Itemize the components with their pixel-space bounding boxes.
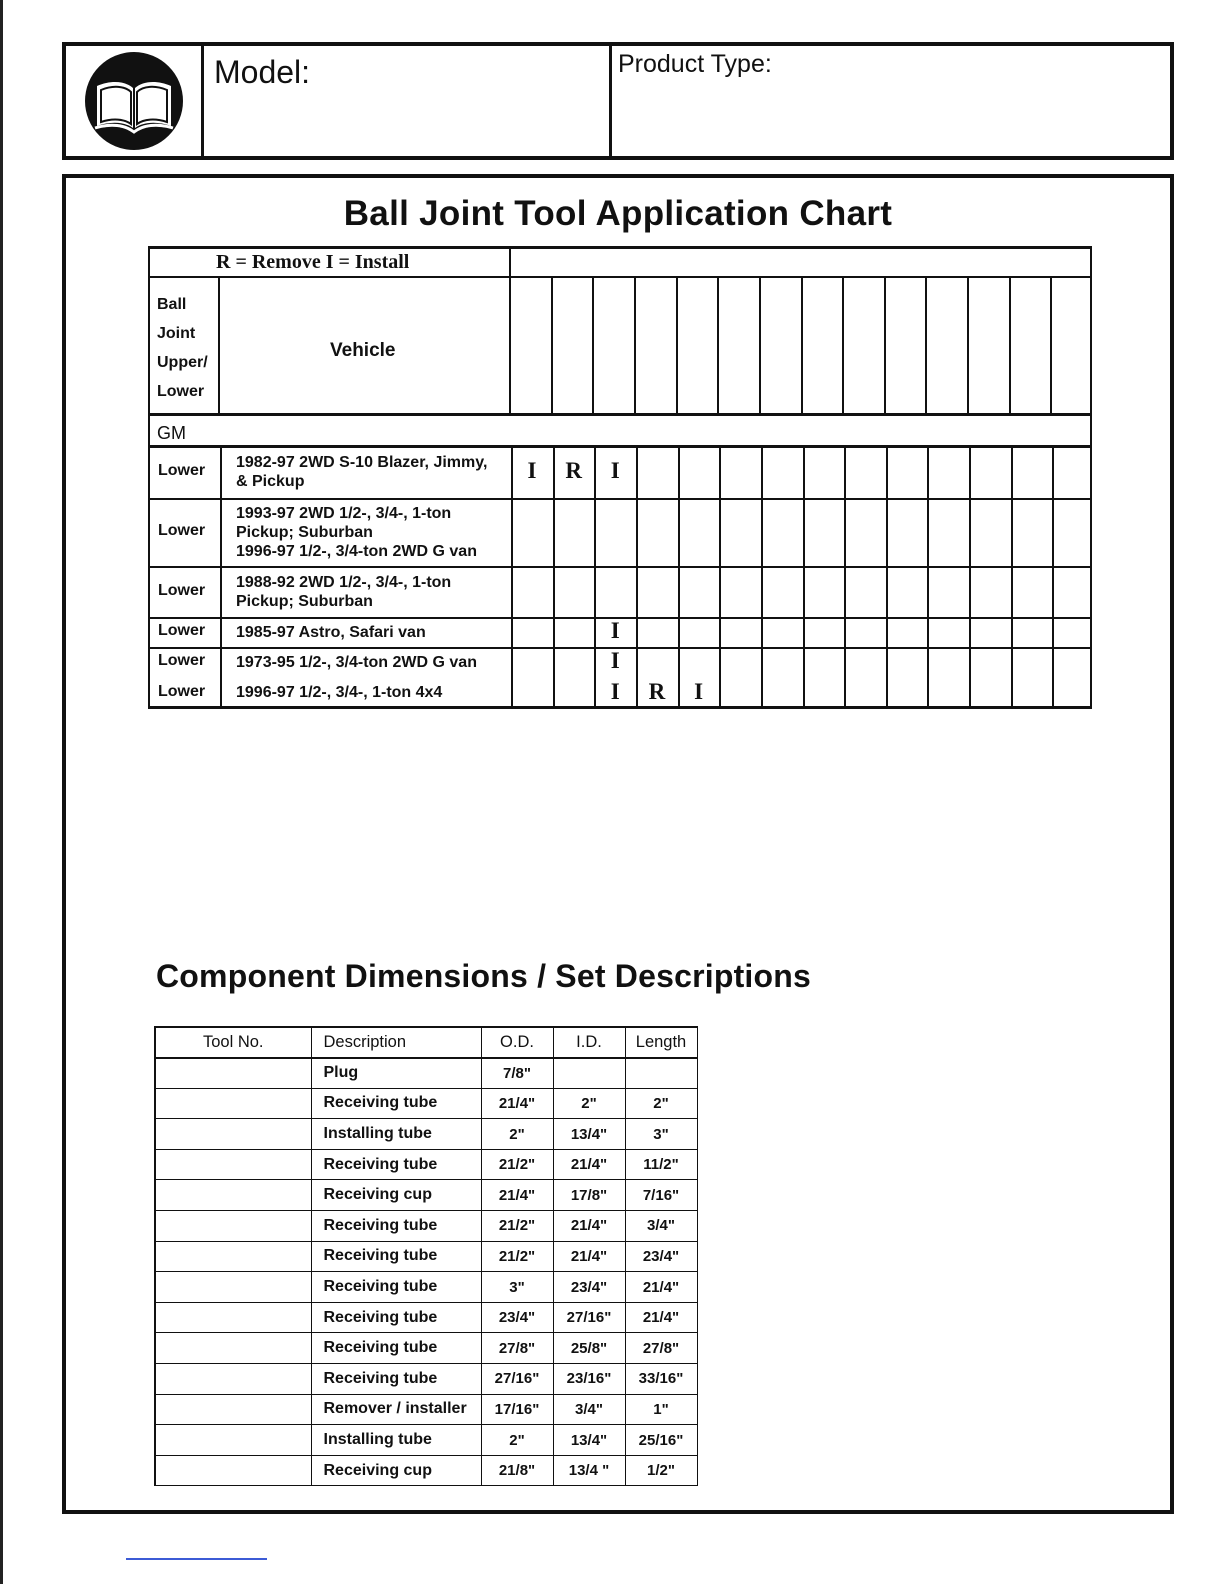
row-vehicle	[236, 683, 442, 702]
ball-joint-header-line: Lower	[157, 383, 205, 400]
row-vehicle	[236, 573, 451, 611]
id-cell: 21/4"	[553, 1241, 625, 1272]
od-cell: 27/16"	[481, 1364, 553, 1395]
grid-rule	[803, 445, 805, 708]
grid-rule	[969, 445, 971, 708]
grid-bottom-rule	[148, 706, 1092, 709]
description-cell: Plug	[311, 1058, 481, 1089]
component-table	[154, 1026, 698, 1486]
length-cell: 1/2"	[625, 1455, 697, 1486]
vehicle-line: 1988-92 2WD 1/2-, 3/4-, 1-ton	[236, 573, 452, 591]
footer-link-underline	[126, 1558, 267, 1560]
description-cell: Remover / installer	[311, 1394, 481, 1425]
grid-rule	[884, 276, 886, 414]
description-cell: Installing tube	[311, 1425, 481, 1456]
tool-mark: R	[565, 458, 582, 483]
content-frame	[62, 174, 1174, 1514]
id-cell: 21/4"	[553, 1149, 625, 1180]
description-cell: Receiving cup	[311, 1455, 481, 1486]
grid-rule	[148, 276, 1092, 278]
book-icon	[83, 50, 185, 152]
id-cell: 23/4"	[553, 1272, 625, 1303]
grid-top-rule	[148, 246, 1092, 249]
tool-no-cell	[155, 1425, 311, 1456]
id-cell: 27/16"	[553, 1302, 625, 1333]
length-cell: 2"	[625, 1088, 697, 1119]
header-id: I.D.	[553, 1027, 625, 1058]
grid-rule	[551, 276, 553, 414]
component-row	[155, 1211, 697, 1242]
od-cell: 21/2"	[481, 1149, 553, 1180]
od-cell: 27/8"	[481, 1333, 553, 1364]
id-cell: 17/8"	[553, 1180, 625, 1211]
ball-joint-header-line: Joint	[157, 325, 196, 342]
ball-joint-header-line: Ball	[157, 296, 187, 313]
vehicle-line: Pickup; Suburban	[236, 523, 373, 541]
grid-rule	[220, 445, 222, 708]
description-cell: Receiving cup	[311, 1180, 481, 1211]
component-row	[155, 1455, 697, 1486]
description-cell: Receiving tube	[311, 1241, 481, 1272]
legend: R = Remove I = Install	[216, 251, 410, 273]
model-cell	[204, 46, 612, 156]
grid-rule	[148, 566, 1092, 568]
row-position: Lower	[158, 622, 206, 639]
header-description: Description	[311, 1027, 481, 1058]
od-cell: 21/2"	[481, 1211, 553, 1242]
id-cell: 13/4"	[553, 1425, 625, 1456]
grid-rule	[842, 276, 844, 414]
length-cell: 3"	[625, 1119, 697, 1150]
row-position: Lower	[158, 581, 206, 599]
tool-mark: R	[648, 678, 666, 704]
grid-rule	[148, 413, 1092, 416]
row-vehicle	[236, 453, 487, 491]
tool-no-cell	[155, 1272, 311, 1303]
grid-rule	[967, 276, 969, 414]
description-cell: Receiving tube	[311, 1149, 481, 1180]
od-cell: 23/4"	[481, 1302, 553, 1333]
logo-cell	[66, 46, 204, 156]
row-vehicle	[236, 504, 477, 561]
row-position: Lower	[158, 682, 206, 700]
length-cell: 11/2"	[625, 1149, 697, 1180]
grid-rule	[636, 445, 638, 708]
tool-mark: I	[610, 678, 620, 704]
component-row	[155, 1241, 697, 1272]
grid-rule	[1009, 276, 1011, 414]
grid-rule	[148, 445, 1092, 448]
component-row	[155, 1058, 697, 1089]
grid-rule	[844, 445, 846, 708]
length-cell	[625, 1058, 697, 1089]
id-cell: 23/16"	[553, 1364, 625, 1395]
grid-rule	[1011, 445, 1013, 708]
grid-rule	[1050, 276, 1052, 414]
model-label: Model:	[214, 54, 311, 90]
length-cell: 21/4"	[625, 1272, 697, 1303]
component-row	[155, 1088, 697, 1119]
description-cell: Receiving tube	[311, 1088, 481, 1119]
grid-left-rule	[148, 246, 150, 708]
grid-rule	[218, 276, 220, 414]
id-cell: 13/4"	[553, 1119, 625, 1150]
vehicle-line: 1973-95 1/2-, 3/4-ton 2WD G van	[236, 653, 477, 671]
tool-no-cell	[155, 1302, 311, 1333]
id-cell: 2"	[553, 1088, 625, 1119]
vehicle-line: 1996-97 1/2-, 3/4-, 1-ton 4x4	[236, 684, 443, 701]
component-row	[155, 1302, 697, 1333]
row-position: Lower	[158, 522, 206, 539]
grid-rule	[148, 498, 1092, 500]
application-chart	[148, 246, 1092, 708]
od-cell: 7/8"	[481, 1058, 553, 1089]
grid-rule	[511, 445, 513, 708]
description-cell: Receiving tube	[311, 1211, 481, 1242]
grid-rule	[759, 276, 761, 414]
grid-rule	[509, 246, 511, 414]
description-cell: Receiving tube	[311, 1302, 481, 1333]
grid-rule	[925, 276, 927, 414]
tool-no-cell	[155, 1394, 311, 1425]
id-cell: 21/4"	[553, 1211, 625, 1242]
grid-rule	[719, 445, 721, 708]
vehicle-header: Vehicle	[330, 340, 396, 361]
component-row	[155, 1119, 697, 1150]
component-row	[155, 1333, 697, 1364]
tool-no-cell	[155, 1333, 311, 1364]
tool-no-cell	[155, 1088, 311, 1119]
description-cell: Receiving tube	[311, 1364, 481, 1395]
vehicle-line: 1982-97 2WD S-10 Blazer, Jimmy,	[236, 454, 488, 471]
vehicle-line: & Pickup	[236, 473, 305, 490]
od-cell: 3"	[481, 1272, 553, 1303]
header-length: Length	[625, 1027, 697, 1058]
tool-mark: I	[610, 458, 620, 483]
od-cell: 2"	[481, 1425, 553, 1456]
header-od: O.D.	[481, 1027, 553, 1058]
id-cell	[553, 1058, 625, 1089]
row-vehicle	[236, 653, 477, 672]
component-row	[155, 1394, 697, 1425]
od-cell: 17/16"	[481, 1394, 553, 1425]
product-type-label: Product Type:	[618, 50, 772, 78]
tool-no-cell	[155, 1241, 311, 1272]
tool-mark: I	[694, 678, 704, 704]
tool-no-cell	[155, 1211, 311, 1242]
row-vehicle	[236, 623, 426, 642]
tool-mark: I	[527, 458, 537, 483]
vehicle-line: 1996-97 1/2-, 3/4-ton 2WD G van	[236, 542, 477, 560]
page-left-rule	[0, 0, 3, 1584]
description-cell: Receiving tube	[311, 1333, 481, 1364]
grid-rule	[678, 445, 680, 708]
description-cell: Installing tube	[311, 1119, 481, 1150]
grid-rule	[1052, 445, 1054, 708]
description-cell: Receiving tube	[311, 1272, 481, 1303]
header-tool-no: Tool No.	[155, 1027, 311, 1058]
length-cell: 3/4"	[625, 1211, 697, 1242]
grid-rule	[801, 276, 803, 414]
component-row	[155, 1149, 697, 1180]
length-cell: 7/16"	[625, 1180, 697, 1211]
od-cell: 2"	[481, 1119, 553, 1150]
length-cell: 27/8"	[625, 1333, 697, 1364]
grid-rule	[553, 445, 555, 708]
component-row	[155, 1272, 697, 1303]
grid-rule	[761, 445, 763, 708]
tool-no-cell	[155, 1058, 311, 1089]
tool-no-cell	[155, 1455, 311, 1486]
component-row	[155, 1425, 697, 1456]
tool-mark: I	[610, 648, 620, 673]
grid-rule	[927, 445, 929, 708]
ball-joint-header	[157, 290, 208, 406]
row-position: Lower	[158, 462, 206, 479]
header-box	[62, 42, 1174, 160]
od-cell: 21/2"	[481, 1241, 553, 1272]
length-cell: 1"	[625, 1394, 697, 1425]
components-title: Component Dimensions / Set Descriptions	[156, 958, 812, 994]
component-header-row	[155, 1027, 697, 1058]
length-cell: 25/16"	[625, 1425, 697, 1456]
grid-rule	[886, 445, 888, 708]
row-position: Lower	[158, 652, 206, 669]
od-cell: 21/8"	[481, 1455, 553, 1486]
ball-joint-header-line: Upper/	[157, 354, 208, 371]
grid-rule	[634, 276, 636, 414]
tool-mark: I	[610, 618, 620, 643]
tool-no-cell	[155, 1180, 311, 1211]
id-cell: 13/4 "	[553, 1455, 625, 1486]
vehicle-line: 1993-97 2WD 1/2-, 3/4-, 1-ton	[236, 504, 452, 522]
tool-no-cell	[155, 1149, 311, 1180]
grid-rule	[592, 276, 594, 414]
tool-no-cell	[155, 1119, 311, 1150]
product-type-cell	[612, 46, 1170, 156]
od-cell: 21/4"	[481, 1180, 553, 1211]
length-cell: 23/4"	[625, 1241, 697, 1272]
tool-no-cell	[155, 1364, 311, 1395]
id-cell: 25/8"	[553, 1333, 625, 1364]
grid-rule	[676, 276, 678, 414]
component-row	[155, 1364, 697, 1395]
grid-right-rule	[1090, 246, 1092, 708]
group-gm: GM	[157, 423, 186, 443]
vehicle-line: Pickup; Suburban	[236, 592, 373, 610]
length-cell: 21/4"	[625, 1302, 697, 1333]
od-cell: 21/4"	[481, 1088, 553, 1119]
component-row	[155, 1180, 697, 1211]
chart-title: Ball Joint Tool Application Chart	[343, 194, 893, 233]
id-cell: 3/4"	[553, 1394, 625, 1425]
vehicle-line: 1985-97 Astro, Safari van	[236, 623, 426, 641]
length-cell: 33/16"	[625, 1364, 697, 1395]
grid-rule	[717, 276, 719, 414]
